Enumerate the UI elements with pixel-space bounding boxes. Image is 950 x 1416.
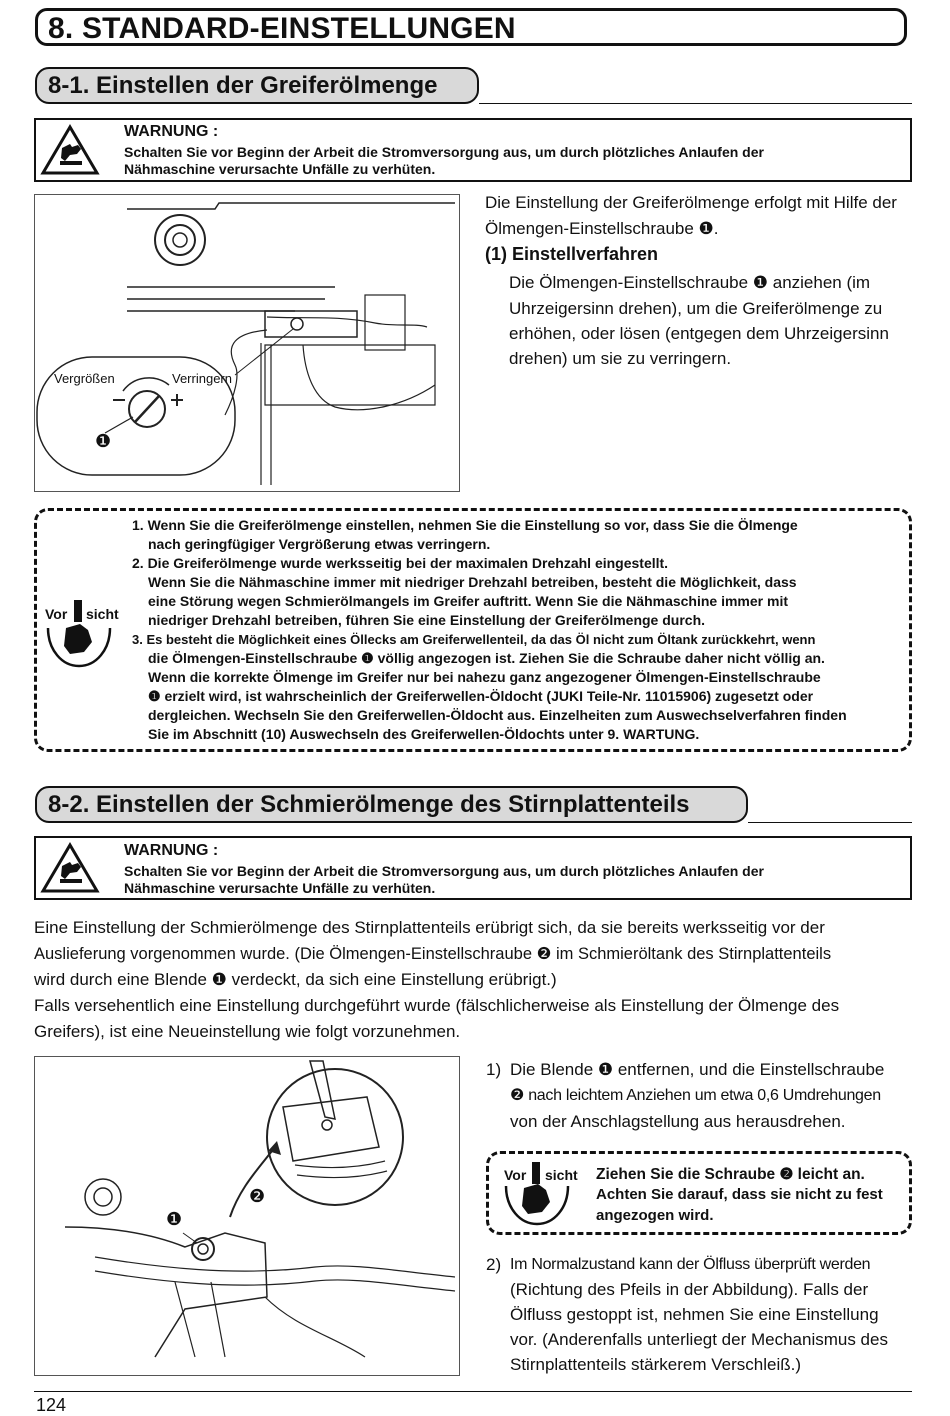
caution2-label-right: sicht [545,1167,578,1183]
footer-rule [34,1391,912,1392]
warning2-line1: Schalten Sie vor Beginn der Arbeit die Stromversorgung aus, um durch plötzliches Anlaufen der [124,863,764,879]
figure2-callout-2: ❷ [249,1186,266,1206]
caution1-line-5: eine Störung wegen Schmierölmangels im Greifer auftritt. Wenn Sie die Nähmaschine immer mit [148,593,789,609]
caution2-label-left: Vor [504,1167,527,1183]
figure2-callout-1: ❶ [166,1209,183,1229]
caution2-line-1: Ziehen Sie die Schraube ❷ leicht an. [596,1166,865,1183]
warning2-heading: WARNUNG : [124,842,219,859]
section2-underline [748,822,912,823]
step1-number: 1) [486,1060,502,1079]
caution1-line-9: Wenn die korrekte Ölmenge im Greifer nur bei nahezu ganz angezogener Ölmengen-Einstellschraube [148,669,821,685]
caution1-line-7: 3. Es besteht die Möglichkeit eines Öllecks am Greiferwellenteil, da das Öl nicht zum Öltank zurückkehrt, wenn [132,632,816,647]
step1-line-3: von der Anschlagstellung aus herausdrehen. [510,1112,846,1131]
warning2-line2: Nähmaschine verursachte Unfälle zu verhüten. [124,880,436,896]
label-decrease: Verringern [172,371,232,386]
step2-line-2: (Richtung des Pfeils in der Abbildung). Falls der [510,1280,869,1299]
procedure-line-4: drehen) um sie zu verringern. [509,349,732,368]
step2-number: 2) [486,1255,502,1274]
procedure-heading: (1) Einstellverfahren [485,244,659,264]
caution1-line-10: ❶ erzielt wird, ist wahrscheinlich der Greiferwellen-Öldocht (JUKI Teile-Nr. 11015906) zugesetzt oder [148,688,814,704]
caution2-list [596,1165,906,1229]
step2-line-5: Stirnplattenteils stärkerem Verschleiß.) [510,1355,801,1374]
step2-line-3: Ölfluss gestoppt ist, nehmen Sie eine Einstellung [510,1305,879,1324]
procedure-line-1: Die Ölmengen-Einstellschraube ❶ anziehen (im [509,273,871,292]
caution1-line-3: 2. Die Greiferölmenge wurde werksseitig bei der maximalen Drehzahl eingestellt. [132,555,669,571]
caution1-line-1: 1. Wenn Sie die Greiferölmenge einstellen, nehmen Sie die Einstellung so vor, dass Sie die Ölmenge [132,517,798,533]
intro-line-2: Ölmengen-Einstellschraube ❶. [485,219,719,238]
chapter-title: 8. STANDARD-EINSTELLUNGEN [48,12,516,45]
caution1-label-left: Vor [45,606,68,622]
figure-face-plate-oil [34,1056,460,1376]
caution1-line-12: Sie im Abschnitt (10) Auswechseln des Greiferwellen-Öldochts unter 9. WARTUNG. [148,726,700,742]
page-number: 124 [36,1395,67,1415]
caution1-list [132,516,912,746]
hazard-hand-icon-2 [40,842,100,894]
section2-para-line-4: Falls versehentlich eine Einstellung durchgeführt wurde (fälschlicherweise als Einstellung der Ölmenge des [34,996,840,1015]
caution1-line-8: die Ölmengen-Einstellschraube ❶ völlig angezogen ist. Ziehen Sie die Schraube daher nicht völlig an. [148,650,825,666]
section2-title: 8-2. Einstellen der Schmierölmenge des Stirnplattenteils [48,791,690,818]
caution1-line-6: niedriger Drehzahl betreiben, führen Sie eine Einstellung der Greiferölmenge durch. [148,612,706,628]
step2-line-4: vor. (Anderenfalls unterliegt der Mechanismus des [510,1330,888,1349]
section1-title: 8-1. Einstellen der Greiferölmenge [48,72,438,99]
step1-line-1: Die Blende ❶ entfernen, und die Einstellschraube [510,1060,885,1079]
label-increase: Vergrößen [54,371,115,386]
caution2-line-2: Achten Sie darauf, dass sie nicht zu fest [596,1186,883,1203]
section2-para-line-2: Auslieferung vorgenommen wurde. (Die Ölmengen-Einstellschraube ❷ im Schmieröltank des Stirnplattenteils [34,945,832,963]
caution1-line-2: nach geringfügiger Vergrößerung etwas verringern. [148,536,491,552]
section1-underline [479,103,912,104]
section2-para-line-5: Greifers), ist eine Neueinstellung wie folgt vorzunehmen. [34,1022,461,1041]
section2-para-line-1: Eine Einstellung der Schmierölmenge des Stirnplattenteils erübrigt sich, da sie bereits werksseitig vor der [34,918,825,937]
hazard-hand-icon [40,124,100,176]
warning1-line1: Schalten Sie vor Beginn der Arbeit die Stromversorgung aus, um durch plötzliches Anlaufen der [124,144,764,160]
procedure-line-3: erhöhen, oder lösen (entgegen dem Uhrzeigersinn [509,324,889,343]
procedure-line-2: Uhrzeigersinn drehen), um die Greiferölmenge zu [509,299,883,318]
step2-line-1: Im Normalzustand kann der Ölfluss überprüft werden [510,1256,871,1273]
face-plate-illustration [35,1057,459,1375]
warning1-line2: Nähmaschine verursachte Unfälle zu verhüten. [124,161,436,177]
caution1-label-right: sicht [86,606,119,622]
caution1-line-4: Wenn Sie die Nähmaschine immer mit niedriger Drehzahl betreiben, besteht die Möglichkeit, dass [148,574,797,590]
section2-para-line-3: wird durch eine Blende ❶ verdeckt, da sich eine Einstellung erübrigt.) [34,970,557,989]
caution-hand-icon [44,598,114,670]
figure1-callout-1: ❶ [95,431,112,451]
caution-hand-icon-2 [502,1160,572,1232]
intro-line-1: Die Einstellung der Greiferölmenge erfolgt mit Hilfe der [485,193,897,212]
warning1-heading: WARNUNG : [124,123,219,140]
caution1-line-11: dergleichen. Wechseln Sie den Greiferwellen-Öldocht aus. Einzelheiten zum Auswechselverfahren finden [148,707,847,723]
caution2-line-3: angezogen wird. [596,1207,714,1224]
step1-line-2: ❷ nach leichtem Anziehen um etwa 0,6 Umdrehungen [510,1087,881,1104]
